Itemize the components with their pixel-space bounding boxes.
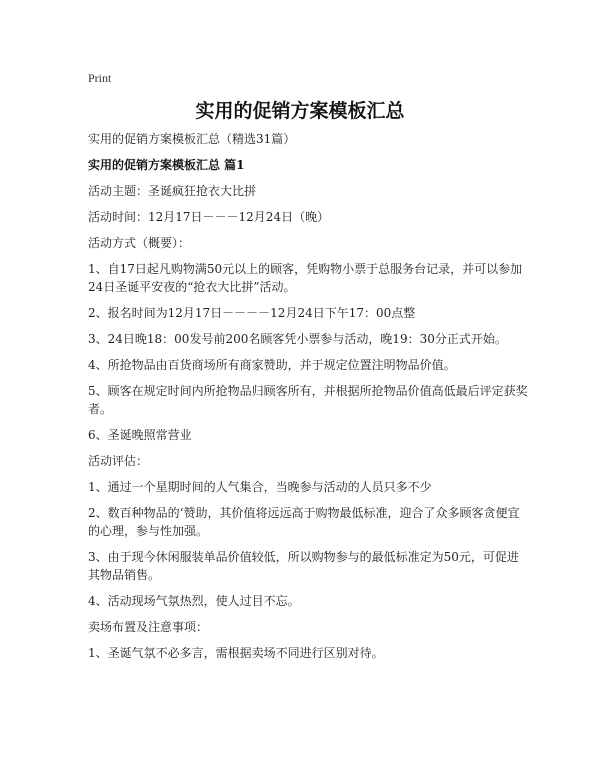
evaluation-item-1: 1、通过一个星期时间的人气集合，当晚参与活动的人员只多不少 — [88, 480, 432, 494]
print-label: Print — [88, 71, 112, 85]
activity-time: 活动时间：12月17日－－－12月24日（晚） — [88, 210, 330, 224]
evaluation-item-2: 2、数百种物品的‘赞助，其价值将远远高于购物最低标准，迎合了众多顾客贪便宜的心理，参与性加强。 — [88, 506, 520, 538]
document-subtitle: 实用的促销方案模板汇总（精选31篇） — [88, 132, 296, 146]
method-item-1: 1、自17日起凡购物满50元以上的顾客，凭购物小票于总服务台记录，并可以参加24日圣诞平安夜的“抢衣大比拼”活动。 — [88, 262, 523, 294]
layout-notes-item-1: 1、圣诞气氛不必多言，需根据卖场不同进行区别对待。 — [88, 646, 384, 660]
layout-notes-heading: 卖场布置及注意事项： — [88, 620, 209, 634]
document-body — [88, 130, 528, 670]
activity-method-heading: 活动方式（概要）： — [88, 236, 191, 250]
method-item-4: 4、所抢物品由百货商场所有商家赞助，并于规定位置注明物品价值。 — [88, 358, 456, 372]
activity-theme: 活动主题：圣诞疯狂抢衣大比拼 — [88, 184, 257, 198]
section-heading: 实用的促销方案模板汇总 篇1 — [88, 158, 245, 172]
method-item-2: 2、报名时间为12月17日－－－－12月24日下午17：00点整 — [88, 306, 416, 320]
evaluation-item-4: 4、活动现场气氛热烈，使人过目不忘。 — [88, 594, 300, 608]
page-title: 实用的促销方案模板汇总 — [195, 100, 405, 122]
evaluation-item-3: 3、由于现今休闲服装单品价值较低，所以购物参与的最低标准定为50元，可促进其物品销售。 — [88, 550, 519, 582]
method-item-5: 5、顾客在规定时间内所抢物品归顾客所有，并根据所抢物品价值高低最后评定获奖者。 — [88, 384, 528, 416]
method-item-3: 3、24日晚18：00发号前200名顾客凭小票参与活动，晚19：30分正式开始。 — [88, 332, 507, 346]
method-item-6: 6、圣诞晚照常营业 — [88, 428, 192, 442]
evaluation-heading: 活动评估： — [88, 454, 149, 468]
